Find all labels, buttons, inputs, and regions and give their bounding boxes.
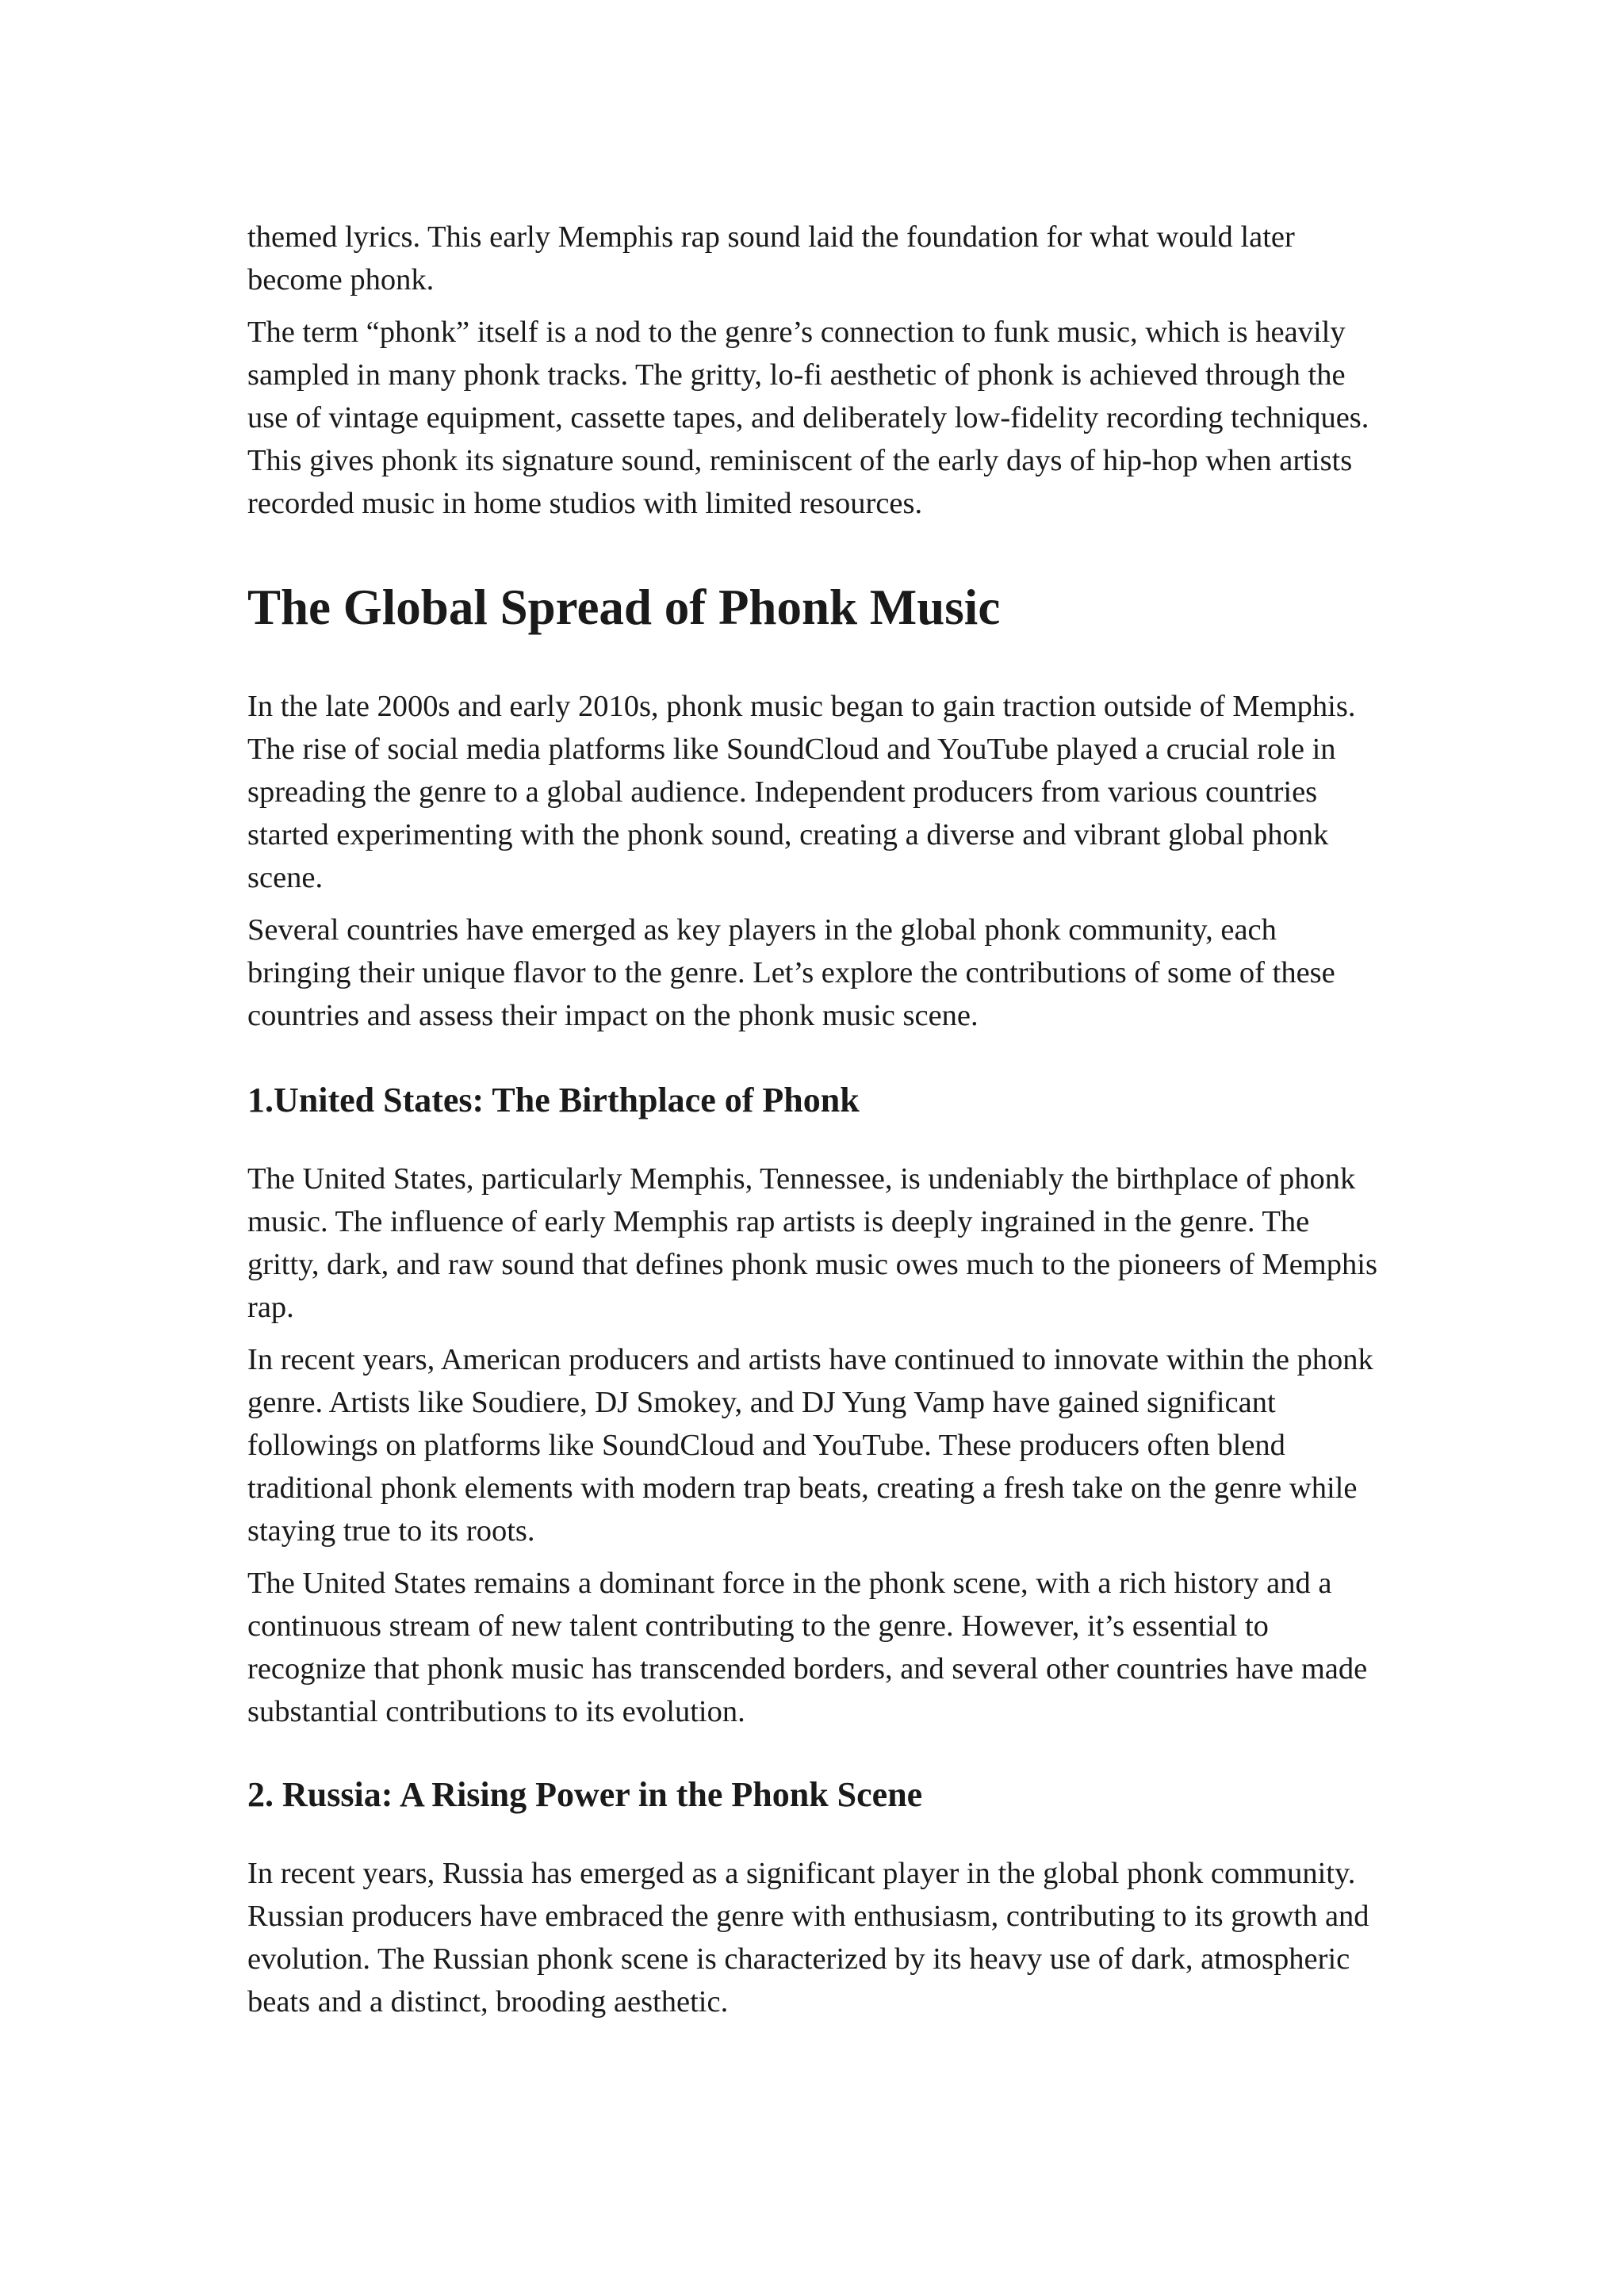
russia-paragraph-1: In recent years, Russia has emerged as a significant player in the global phonk community. Russian producers have embraced the genre with enthusiasm, contributing to its growth and evolution. The Russian phonk scene is characterized by its heavy use of dark, atmospheric beats and a distinct, brooding aesthetic. <box>247 1857 1369 2019</box>
us-paragraph-1: The United States, particularly Memphis, Tennessee, is undeniably the birthplace of phonk music. The influence of early Memphis rap artists is deeply ingrained in the genre. The gritty, dark, and raw sound that defines phonk music owes much to the pioneers of Memphis rap. <box>247 1162 1377 1324</box>
section-heading: The Global Spread of Phonk Music <box>247 580 1001 635</box>
section-paragraph-2: Several countries have emerged as key players in the global phonk community, each bringing their unique flavor to the genre. Let’s explore the contributions of some of these countries and assess their impact on the phonk music scene. <box>247 913 1335 1032</box>
subsection-heading-us: 1.United States: The Birthplace of Phonk <box>247 1081 860 1119</box>
document-page <box>247 216 1386 2023</box>
subsection-heading-russia: 2. Russia: A Rising Power in the Phonk Scene <box>247 1775 923 1814</box>
intro-paragraph-1: themed lyrics. This early Memphis rap sound laid the foundation for what would later become phonk. <box>247 220 1295 297</box>
section-paragraph-1: In the late 2000s and early 2010s, phonk music began to gain traction outside of Memphis. The rise of social media platforms like SoundCloud and YouTube played a crucial role in spreading the genre to a global audience. Independent producers from various countries started experimenting with the phonk sound, creating a diverse and vibrant global phonk scene. <box>247 690 1356 894</box>
us-paragraph-3: The United States remains a dominant force in the phonk scene, with a rich history and a continuous stream of new talent contributing to the genre. However, it’s essential to recognize that phonk music has transcended borders, and several other countries have made substantial contributions to its evolution. <box>247 1567 1368 1728</box>
intro-paragraph-2: The term “phonk” itself is a nod to the genre’s connection to funk music, which is heavily sampled in many phonk tracks. The gritty, lo-fi aesthetic of phonk is achieved through the use of vintage equipment, cassette tapes, and deliberately low-fidelity recording techniques. This gives phonk its signature sound, reminiscent of the early days of hip-hop when artists recorded music in home studios with limited resources. <box>247 316 1369 520</box>
us-paragraph-2: In recent years, American producers and artists have continued to innovate within the phonk genre. Artists like Soudiere, DJ Smokey, and DJ Yung Vamp have gained significant followings on platforms like SoundCloud and YouTube. These producers often blend traditional phonk elements with modern trap beats, creating a fresh take on the genre while staying true to its roots. <box>247 1343 1373 1548</box>
